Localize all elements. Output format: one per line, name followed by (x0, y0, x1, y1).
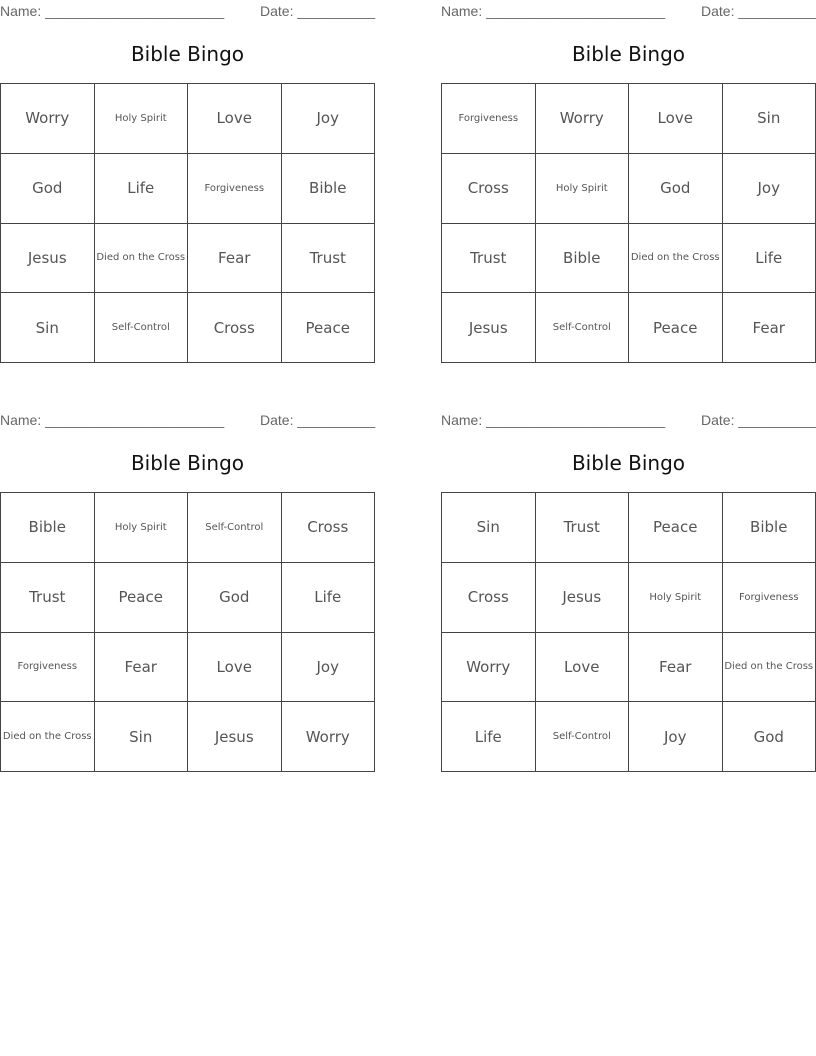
name-field-label[interactable]: Name: _______________________ (0, 412, 225, 428)
bingo-cell[interactable]: Forgiveness (723, 563, 816, 633)
bingo-grid (441, 83, 816, 363)
bingo-cell[interactable]: Self-Control (95, 293, 189, 363)
bingo-cell[interactable]: Peace (282, 293, 376, 363)
bingo-cell[interactable]: Life (95, 154, 189, 224)
bingo-cell[interactable]: Trust (442, 224, 536, 294)
bingo-cell[interactable]: Forgiveness (442, 84, 536, 154)
bingo-cell[interactable]: Cross (188, 293, 282, 363)
date-field-label[interactable]: Date: __________ (260, 3, 376, 19)
bingo-cell[interactable]: Holy Spirit (536, 154, 630, 224)
bingo-cell[interactable]: Jesus (188, 702, 282, 772)
bingo-cell[interactable]: Jesus (442, 293, 536, 363)
bingo-cell[interactable]: Sin (723, 84, 816, 154)
bingo-cell[interactable]: Joy (282, 633, 376, 703)
bingo-cell[interactable]: God (1, 154, 95, 224)
bingo-cell[interactable]: Jesus (536, 563, 630, 633)
bingo-cell[interactable]: Love (188, 84, 282, 154)
bingo-cell[interactable]: God (188, 563, 282, 633)
bingo-cell[interactable]: Cross (442, 563, 536, 633)
bingo-cell[interactable]: Joy (629, 702, 723, 772)
bingo-cell[interactable]: Fear (629, 633, 723, 703)
bingo-cell[interactable]: Self-Control (536, 702, 630, 772)
bingo-grid (441, 492, 816, 772)
bingo-card-4 (441, 409, 816, 746)
bingo-cell[interactable]: Peace (629, 493, 723, 563)
bingo-card-3 (0, 409, 376, 746)
bingo-cell[interactable]: Fear (723, 293, 816, 363)
bingo-grid (0, 83, 375, 363)
bingo-cell[interactable]: Died on the Cross (1, 702, 95, 772)
card-title: Bible Bingo (130, 42, 245, 66)
bingo-cell[interactable]: Bible (282, 154, 376, 224)
date-field-label[interactable]: Date: __________ (701, 3, 816, 19)
bingo-cell[interactable]: Died on the Cross (723, 633, 816, 703)
bingo-cell[interactable]: Forgiveness (1, 633, 95, 703)
bingo-cell[interactable]: Holy Spirit (95, 84, 189, 154)
name-field-label[interactable]: Name: _______________________ (441, 3, 666, 19)
bingo-cell[interactable]: Bible (723, 493, 816, 563)
card-title: Bible Bingo (130, 451, 245, 475)
bingo-cell[interactable]: God (629, 154, 723, 224)
bingo-cell[interactable]: Cross (282, 493, 376, 563)
bingo-card-1 (0, 0, 376, 337)
bingo-cell[interactable]: Fear (95, 633, 189, 703)
bingo-cell[interactable]: Peace (95, 563, 189, 633)
bingo-cell[interactable]: Peace (629, 293, 723, 363)
card-header (0, 0, 375, 22)
bingo-cell[interactable]: Love (629, 84, 723, 154)
bingo-cell[interactable]: Sin (95, 702, 189, 772)
bingo-cell[interactable]: Worry (282, 702, 376, 772)
card-title: Bible Bingo (571, 451, 686, 475)
bingo-cell[interactable]: God (723, 702, 816, 772)
bingo-cell[interactable]: Trust (282, 224, 376, 294)
bingo-cell[interactable]: Sin (442, 493, 536, 563)
bingo-cell[interactable]: Worry (442, 633, 536, 703)
bingo-cell[interactable]: Forgiveness (188, 154, 282, 224)
bingo-cell[interactable]: Holy Spirit (95, 493, 189, 563)
bingo-cell[interactable]: Bible (1, 493, 95, 563)
date-field-label[interactable]: Date: __________ (260, 412, 376, 428)
bingo-card-2 (441, 0, 816, 337)
bingo-cell[interactable]: Trust (536, 493, 630, 563)
bingo-cell[interactable]: Self-Control (188, 493, 282, 563)
bingo-cell[interactable]: Joy (723, 154, 816, 224)
bingo-cell[interactable]: Cross (442, 154, 536, 224)
bingo-grid (0, 492, 375, 772)
date-field-label[interactable]: Date: __________ (701, 412, 816, 428)
bingo-cell[interactable]: Died on the Cross (629, 224, 723, 294)
card-header (0, 409, 375, 431)
name-field-label[interactable]: Name: _______________________ (0, 3, 225, 19)
bingo-cell[interactable]: Life (442, 702, 536, 772)
bingo-cell[interactable]: Worry (536, 84, 630, 154)
bingo-cell[interactable]: Life (723, 224, 816, 294)
name-field-label[interactable]: Name: _______________________ (441, 412, 666, 428)
bingo-cell[interactable]: Joy (282, 84, 376, 154)
card-header (441, 0, 816, 22)
bingo-cell[interactable]: Life (282, 563, 376, 633)
card-title: Bible Bingo (571, 42, 686, 66)
bingo-cell[interactable]: Love (188, 633, 282, 703)
bingo-cell[interactable]: Bible (536, 224, 630, 294)
bingo-cell[interactable]: Died on the Cross (95, 224, 189, 294)
card-header (441, 409, 816, 431)
bingo-cell[interactable]: Jesus (1, 224, 95, 294)
bingo-cell[interactable]: Trust (1, 563, 95, 633)
bingo-cell[interactable]: Self-Control (536, 293, 630, 363)
bingo-cell[interactable]: Worry (1, 84, 95, 154)
bingo-cell[interactable]: Holy Spirit (629, 563, 723, 633)
bingo-cell[interactable]: Sin (1, 293, 95, 363)
bingo-cell[interactable]: Love (536, 633, 630, 703)
bingo-cell[interactable]: Fear (188, 224, 282, 294)
